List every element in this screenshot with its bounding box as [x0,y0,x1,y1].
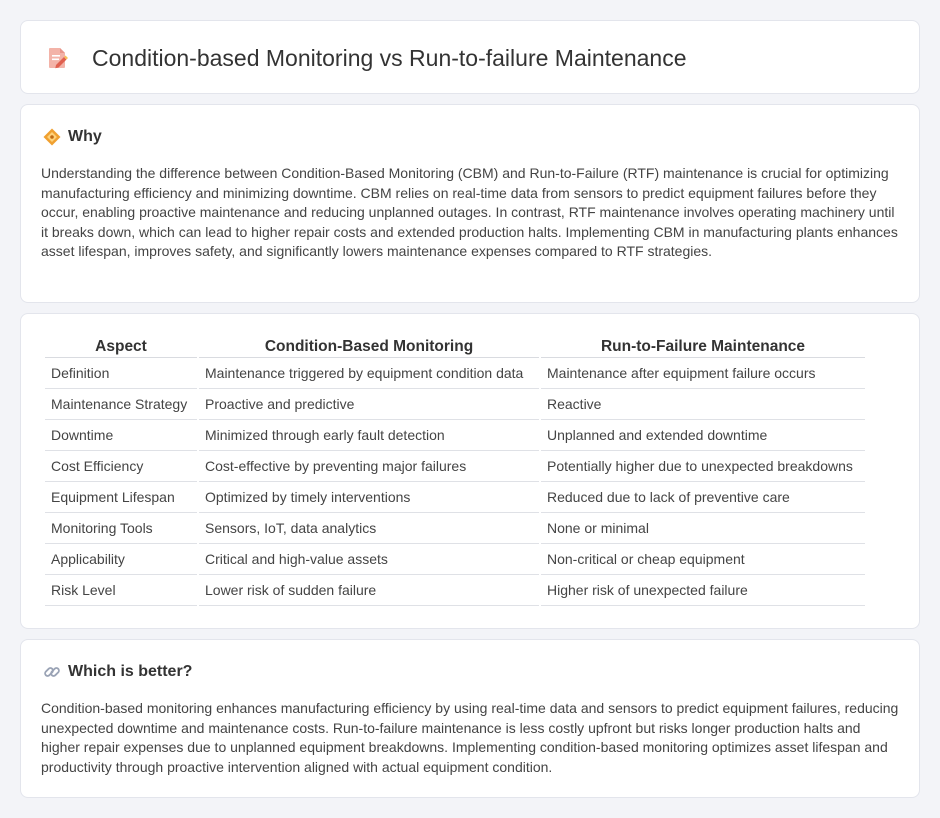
table-row [45,513,865,544]
document-pencil-icon [47,46,69,70]
row-aspect: Definition [45,358,197,389]
row-cbm: Lower risk of sudden failure [199,575,539,606]
row-rtf: Reduced due to lack of preventive care [541,482,865,513]
table-row [45,575,865,606]
row-cbm: Sensors, IoT, data analytics [199,513,539,544]
row-aspect: Monitoring Tools [45,513,197,544]
row-rtf: Potentially higher due to unexpected breakdowns [541,451,865,482]
comparison-table [43,336,867,606]
row-rtf: Maintenance after equipment failure occurs [541,358,865,389]
better-heading [43,662,192,682]
header-condition-based: Condition-Based Monitoring [199,336,539,358]
table-row [45,451,865,482]
table-row [45,482,865,513]
page-title: Condition-based Monitoring vs Run-to-failure Maintenance [92,45,687,71]
row-aspect: Cost Efficiency [45,451,197,482]
why-heading [43,127,102,147]
row-rtf: Non-critical or cheap equipment [541,544,865,575]
row-cbm: Proactive and predictive [199,389,539,420]
row-cbm: Critical and high-value assets [199,544,539,575]
why-title: Why [68,128,102,145]
row-cbm: Optimized by timely interventions [199,482,539,513]
row-aspect: Applicability [45,544,197,575]
header-aspect: Aspect [45,336,197,358]
better-title: Which is better? [68,663,193,680]
why-section [20,104,920,303]
row-cbm: Minimized through early fault detection [199,420,539,451]
title-card [20,20,920,94]
row-cbm: Maintenance triggered by equipment condition data [199,358,539,389]
row-aspect: Risk Level [45,575,197,606]
which-is-better-section [20,639,920,798]
row-rtf: Higher risk of unexpected failure [541,575,865,606]
row-rtf: Reactive [541,389,865,420]
row-aspect: Equipment Lifespan [45,482,197,513]
table-row [45,544,865,575]
table-row [45,358,865,389]
row-aspect: Maintenance Strategy [45,389,197,420]
link-icon [43,663,61,681]
table-row [45,420,865,451]
diamond-warning-icon [43,128,61,146]
table-row [45,389,865,420]
row-aspect: Downtime [45,420,197,451]
row-rtf: Unplanned and extended downtime [541,420,865,451]
comparison-section [20,313,920,629]
table-header-row [45,336,865,358]
header-run-to-failure: Run-to-Failure Maintenance [541,336,865,358]
row-rtf: None or minimal [541,513,865,544]
why-text: Understanding the difference between Condition-Based Monitoring (CBM) and Run-to-Failure (RTF) maintenance is crucial for optimizing manufacturing efficiency and minimizing downtime. CBM relies on real-time data from sensors to predict equipment failures before they occur, enabling proactive maintenance and reducing unplanned outages. In contrast, RTF maintenance involves operating machinery until it breaks down, which can lead to higher repair costs and extended production halts. Implementing CBM in manufacturing plants enhances asset lifespan, improves safety, and significantly lowers maintenance expenses compared to RTF strategies. [41,165,898,260]
row-cbm: Cost-effective by preventing major failures [199,451,539,482]
better-text: Condition-based monitoring enhances manufacturing efficiency by using real-time data and sensors to predict equipment failures, reducing unexpected downtime and maintenance costs. Run-to-failure maintenance is less costly upfront but risks longer production halts and higher repair expenses due to unplanned equipment breakdowns. Implementing condition-based monitoring optimizes asset lifespan and productivity through proactive intervention aligned with actual equipment condition. [41,700,899,775]
